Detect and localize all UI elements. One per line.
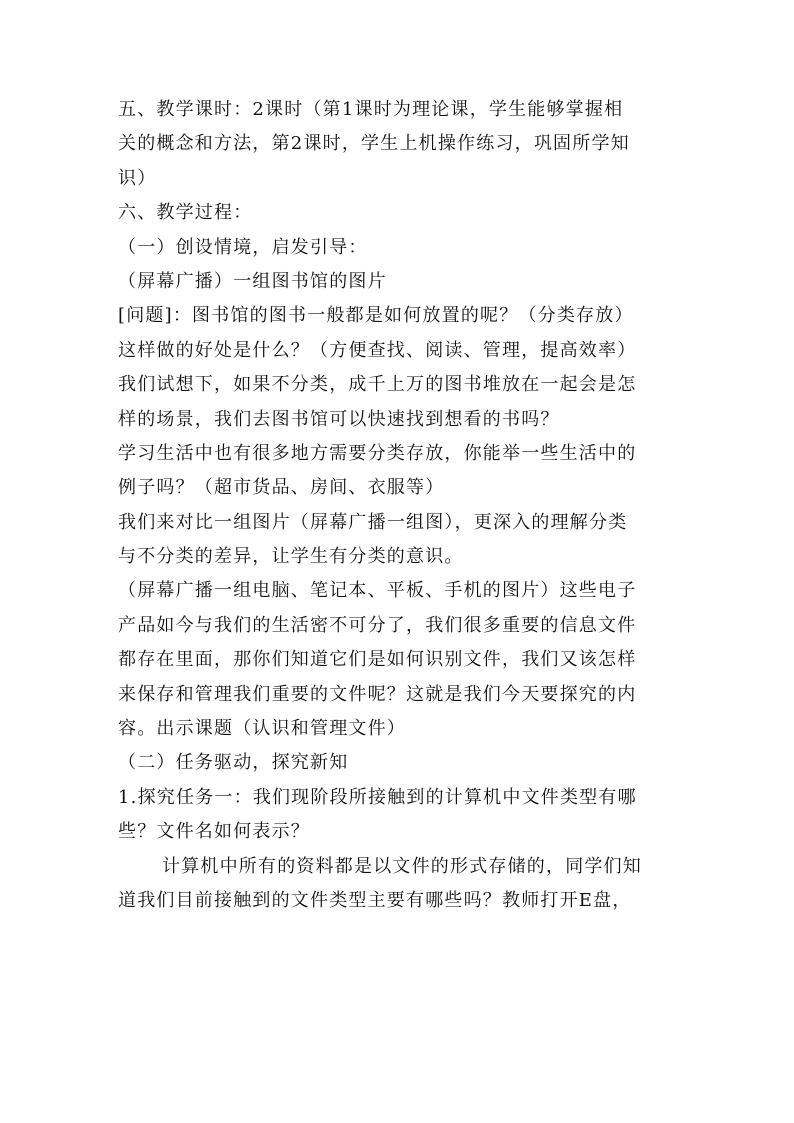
text-line: 这样做的好处是什么？（方便查找、阅读、管理，提高效率） — [118, 339, 637, 361]
text-line: 关的概念和方法，第2课时，学生上机操作练习，巩固所学知 — [118, 133, 630, 155]
subsection-heading: （一）创设情境，启发引导： — [118, 236, 368, 258]
text-line: 都存在里面，那你们知道它们是如何识别文件，我们又该怎样 — [118, 649, 637, 671]
text-line: 例子吗？（超市货品、房间、衣服等） — [118, 477, 445, 499]
text-line: [问题]：图书馆的图书一般都是如何放置的呢？（分类存放） — [118, 305, 634, 327]
text-line: 来保存和管理我们重要的文件呢？这就是我们今天要探究的内 — [118, 683, 637, 705]
text-line: （屏幕广播）一组图书馆的图片 — [118, 270, 387, 292]
document-body — [118, 93, 666, 918]
text-line: 五、教学课时：2课时（第1课时为理论课，学生能够掌握相 — [118, 99, 624, 120]
text-line: 道我们目前接触到的文件类型主要有哪些吗？教师打开E盘， — [118, 889, 632, 911]
text-line: 计算机中所有的资料都是以文件的形式存储的，同学们知 — [162, 855, 642, 877]
text-line: 与不分类的差异，让学生有分类的意识。 — [118, 546, 464, 568]
text-line: 识） — [118, 167, 157, 189]
section-heading: 六、教学过程： — [118, 202, 253, 224]
text-line: 我们试想下，如果不分类，成千上万的图书堆放在一起会是怎 — [118, 374, 637, 396]
text-line: 1.探究任务一：我们现阶段所接触到的计算机中文件类型有哪 — [118, 786, 637, 808]
text-line: 产品如今与我们的生活密不可分了，我们很多重要的信息文件 — [118, 614, 637, 636]
text-line: 容。出示课题（认识和管理文件） — [118, 718, 406, 740]
subsection-heading: （二）任务驱动，探究新知 — [118, 752, 349, 774]
text-line: 学习生活中也有很多地方需要分类存放，你能举一些生活中的 — [118, 442, 637, 464]
text-line: （屏幕广播一组电脑、笔记本、平板、手机的图片）这些电子 — [118, 580, 637, 602]
text-line: 我们来对比一组图片（屏幕广播一组图），更深入的理解分类 — [118, 511, 628, 533]
text-line: 些？文件名如何表示？ — [118, 821, 310, 843]
text-line: 样的场景，我们去图书馆可以快速找到想看的书吗？ — [118, 408, 560, 430]
